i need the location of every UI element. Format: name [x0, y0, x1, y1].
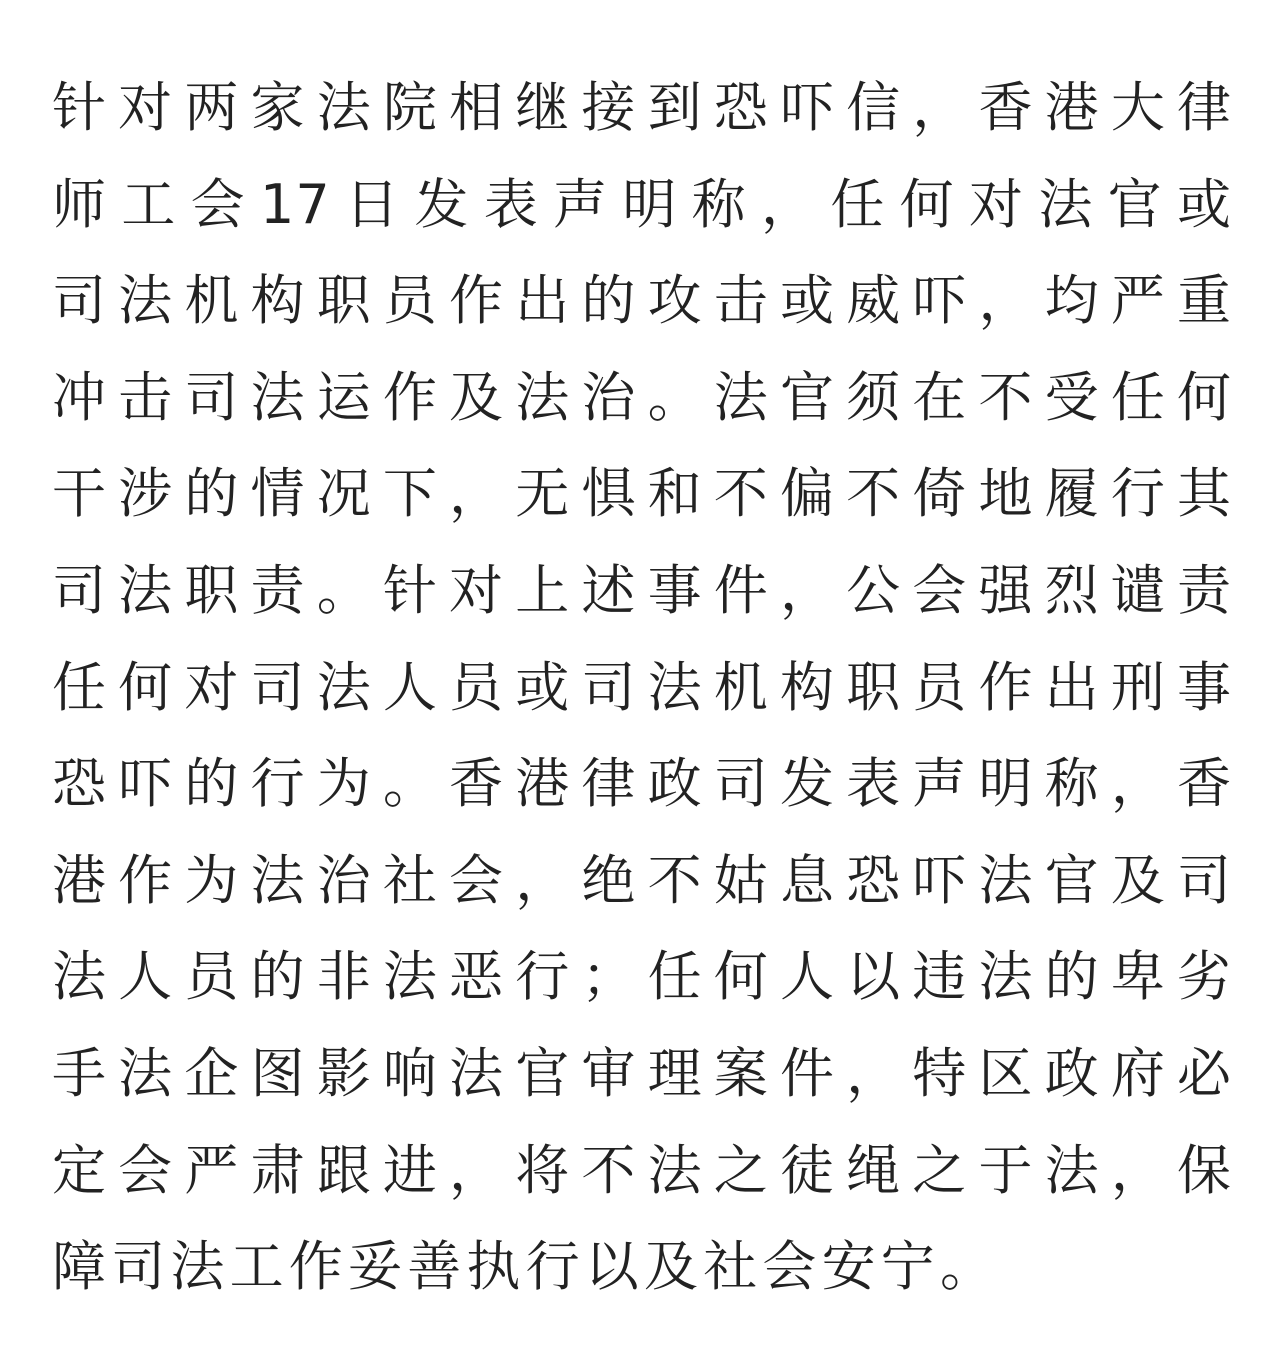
text-line-5: 干涉的情况下，无惧和不偏不倚地履行其 [52, 462, 1232, 526]
text-line-11: 手法企图影响法官审理案件，特区政府必 [52, 1041, 1232, 1105]
text-line-12: 定会严肃跟进，将不法之徒绳之于法，保 [52, 1138, 1232, 1202]
text-line-7: 任何对司法人员或司法机构职员作出刑事 [52, 655, 1232, 719]
article-body [52, 60, 1232, 1316]
text-line-2: 师工会17日发表声明称，任何对法官或 [52, 172, 1232, 236]
text-line-10: 法人员的非法恶行；任何人以违法的卑劣 [52, 945, 1232, 1009]
text-line-1: 针对两家法院相继接到恐吓信，香港大律 [52, 76, 1232, 139]
text-line-4: 冲击司法运作及法治。法官须在不受任何 [52, 365, 1232, 429]
text-line-6: 司法职责。针对上述事件，公会强烈谴责 [52, 558, 1232, 622]
text-line-9: 港作为法治社会，绝不姑息恐吓法官及司 [52, 848, 1232, 912]
text-line-8: 恐吓的行为。香港律政司发表声明称，香 [52, 752, 1232, 816]
text-line-13: 障司法工作妥善执行以及社会安宁。 [52, 1235, 1000, 1299]
text-line-3: 司法机构职员作出的攻击或威吓，均严重 [52, 269, 1232, 333]
